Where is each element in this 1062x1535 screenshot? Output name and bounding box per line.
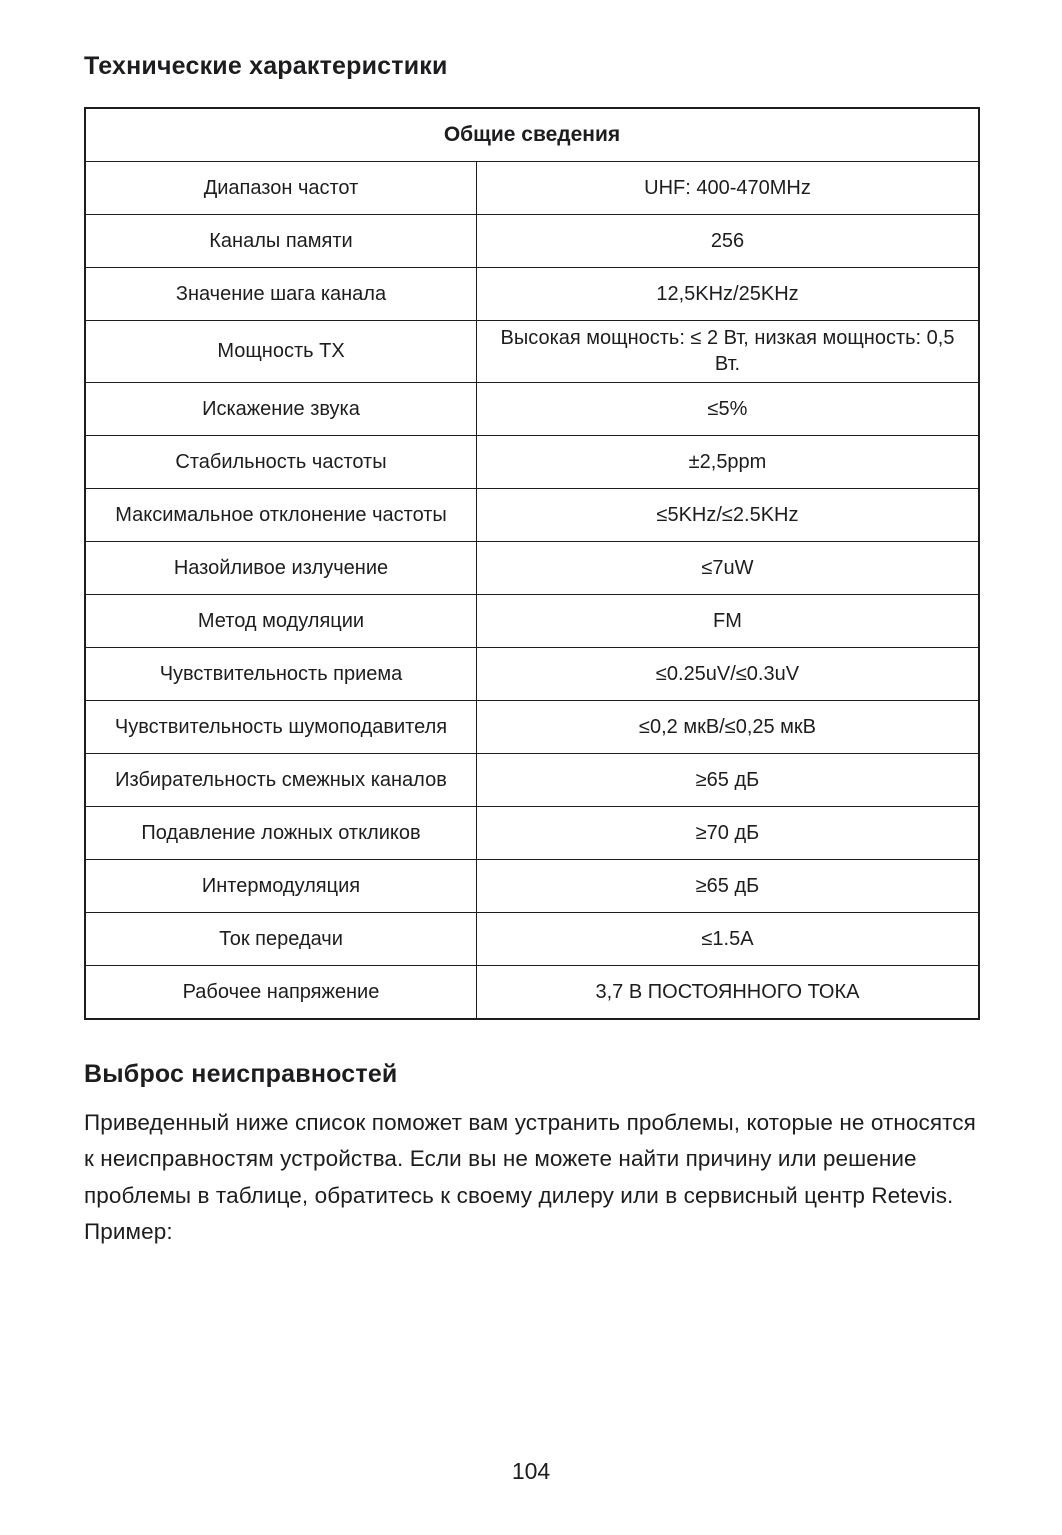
spec-value: ±2,5ppm xyxy=(688,450,767,473)
spec-label: Каналы памяти xyxy=(86,215,477,267)
table-row xyxy=(86,382,978,435)
table-row xyxy=(86,859,978,912)
troubleshooting-paragraph: Приведенный ниже список поможет вам устранить проблемы, которые не относятся к неисправностям устройства. Если вы не можете найти причину или решение проблемы в таблице, обратитесь к своему дилеру или в сервисный центр Retevis. Пример: xyxy=(84,1109,976,1245)
spec-label: Ток передачи xyxy=(86,913,477,965)
spec-value: ≤5% xyxy=(707,397,748,420)
specifications-table xyxy=(84,107,980,1020)
spec-value: UHF: 400-470MHz xyxy=(644,176,811,199)
page-number: 104 xyxy=(511,1458,551,1484)
page-title: Технические характеристики xyxy=(84,52,448,80)
spec-value: 12,5KHz/25KHz xyxy=(656,282,799,305)
troubleshooting-heading: Выброс неисправностей xyxy=(84,1059,398,1088)
table-header: Общие сведения xyxy=(443,123,621,146)
spec-value: ≤0,2 мкВ/≤0,25 мкВ xyxy=(638,715,817,738)
table-row xyxy=(86,488,978,541)
spec-label: Мощность TX xyxy=(86,321,477,382)
spec-value: ≤7uW xyxy=(701,556,754,579)
spec-label: Подавление ложных откликов xyxy=(86,807,477,859)
spec-label: Стабильность частоты xyxy=(86,436,477,488)
spec-label: Значение шага канала xyxy=(86,268,477,320)
spec-value: Высокая мощность: ≤ 2 Вт, низкая мощность: 0,5 Вт. xyxy=(500,327,955,376)
spec-label: Метод модуляции xyxy=(86,595,477,647)
spec-label: Назойливое излучение xyxy=(86,542,477,594)
spec-value: 256 xyxy=(710,229,745,252)
table-row xyxy=(86,435,978,488)
table-row xyxy=(86,594,978,647)
spec-label: Максимальное отклонение частоты xyxy=(86,489,477,541)
table-row xyxy=(86,541,978,594)
table-row xyxy=(86,267,978,320)
table-row xyxy=(86,912,978,965)
table-row xyxy=(86,647,978,700)
spec-value: ≥65 дБ xyxy=(695,768,760,791)
table-row xyxy=(86,320,978,382)
table-row xyxy=(86,806,978,859)
spec-label: Интермодуляция xyxy=(86,860,477,912)
spec-label: Диапазон частот xyxy=(86,162,477,214)
spec-label: Избирательность смежных каналов xyxy=(86,754,477,806)
spec-label: Чувствительность приема xyxy=(86,648,477,700)
spec-value: 3,7 В ПОСТОЯННОГО ТОКА xyxy=(595,980,860,1003)
spec-value: ≤1.5A xyxy=(701,927,754,950)
spec-label: Рабочее напряжение xyxy=(86,966,477,1018)
spec-value: ≥65 дБ xyxy=(695,874,760,897)
table-header-row xyxy=(86,109,978,161)
table-row xyxy=(86,965,978,1018)
table-row xyxy=(86,700,978,753)
spec-value: ≤5KHz/≤2.5KHz xyxy=(656,503,799,526)
table-row xyxy=(86,161,978,214)
spec-value: ≥70 дБ xyxy=(695,821,760,844)
spec-value: FM xyxy=(713,609,742,632)
spec-label: Искажение звука xyxy=(86,383,477,435)
table-row xyxy=(86,214,978,267)
table-row xyxy=(86,753,978,806)
spec-label: Чувствительность шумоподавителя xyxy=(86,701,477,753)
spec-value: ≤0.25uV/≤0.3uV xyxy=(655,662,800,685)
